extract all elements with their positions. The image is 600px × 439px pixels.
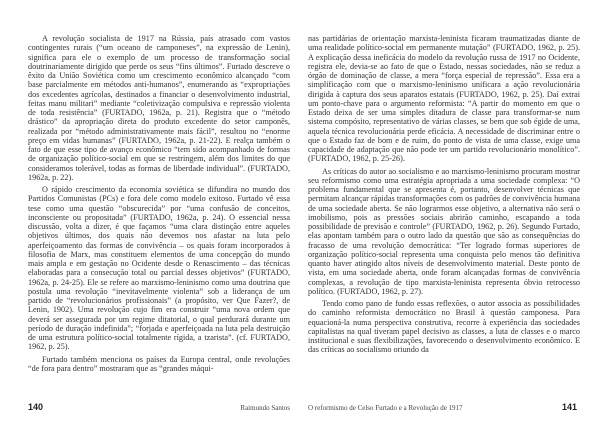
right-page-body <box>308 34 580 358</box>
running-footer-title: O reformismo de Celso Furtado e a Revolução de 1917 <box>308 404 463 412</box>
paragraph: Tendo como pano de fundo essas reflexões, o autor associa as possibilidades do caminho reformista democrático no Brasil à questão camponesa. Para equacioná-la numa perspectiva construtiva, recorre à experiência das sociedades capitalistas na qual tiveram papel decisivo as classes, a luta de classes e o marco institucional e suas flexibilizações, favorecendo o desenvolvimento econômico. E das críticas ao socialismo oriundo da <box>308 299 580 355</box>
paragraph: nas partidárias de orientação marxista-leninista ficaram traumatizadas diante de uma realidade político-social em permanente mutação” (FURTADO, 1962, p. 25). A explicação dessa ineficácia do modelo da revolução russa de 1917 no Ocidente, registra ele, devia-se ao fato de que o Estado, nessas sociedades, não se reduz a órgão de dominação de classe, a mera “força especial de repressão”. Essa era a simplificação com que o marxismo-leninismo unificara a ação revolucionária dirigida à captura dos seus aparatos estatais (FURTADO, 1962, p. 25). Daí extrai um ponto-chave para o argumento reformista: “A partir do momento em que o Estado deixa de ser uma simples ditadura de classe para transformar-se num sistema compósito, representativo de várias classes, se bem que sob égide de uma, aquela técnica revolucionária perde eficácia. A necessidade de discriminar entre o que o Estado faz de bom e de ruim, do ponto de vista de uma classe, exige uma capacidade de adaptação que não pode ter um partido revolucionário monolítico”. (FURTADO, 1962, p. 25-26). <box>308 34 580 164</box>
paragraph: O rápido crescimento da economia soviética se difundira no mundo dos Partidos Comunistas (PCs) e fora dele como modelo exitoso. Furtado vê essa tese como uma questão “obscurecida” por “uma confusão de conceitos, inconsciente ou propositada” (FURTADO, 1962a, p. 24). O essencial nessa discussão, volta a dizer, é que façamos “uma clara distinção entre aqueles objetivos últimos, dos quais não devemos nos afastar na luta pelo aperfeiçoamento das formas de convivência – os quais foram incorporados à filosofia de Marx, mas constituem elementos de uma concepção do mundo mais ampla e em gestação no Ocidente desde o Renascimento – das técnicas elaboradas para a consecução total ou parcial desses objetivos” (FURTADO, 1962a, p. 24-25). Ele se refere ao marxismo-leninismo como uma doutrina que postula uma revolução “inevitavelmente violenta” sob a liderança de um partido de “revolucionários profissionais” (a propósito, ver Que Fazer?, de Lenin, 1902). Uma revolução cujo fim era construir “uma nova ordem que deverá ser assegurada por um regime ditatorial, o qual perdurará durante um período de duração indefinida”; “forjada e aperfeiçoada na luta pela destruição de uma estrutura político-social totalmente rígida, a tzarista”. (cf. FURTADO, 1962, p. 25). <box>28 185 290 352</box>
paragraph: Furtado também menciona os países da Europa central, onde revoluções “de fora para dentro” mostraram que as “grandes máqui- <box>28 354 290 373</box>
left-page-body <box>28 34 290 376</box>
paragraph: As críticas do autor ao socialismo e ao marxismo-leninismo procuram mostrar seu reformismo como uma estratégia apropriada a uma sociedade complexa: “O problema fundamental que se apresenta é, portanto, desenvolver técnicas que permitam alcançar rápidas transformações com os padrões de convivência humana de uma sociedade aberta. Se não lograrmos esse objetivo, a alternativa não será o imobilismo, pois as pressões sociais abrirão caminho, escapando a toda possibilidade de previsão e controle” (FURTADO, 1962, p. 26). Segundo Furtado, elas apontam também para o outro lado da questão que são as consequências do fracasso de uma revolução democrática: “Ter logrado formas superiores de organização político-social representa uma conquista pelo menos tão definitiva quanto haver atingido altos níveis de desenvolvimento material. Deste ponto de vista, em uma sociedade aberta, onde foram alcançadas formas de convivência complexas, a revolução de tipo marxista-leninista representa óbvio retrocesso político. (FURTADO, 1962, p. 27). <box>308 166 580 296</box>
running-footer-author: Raimundo Santos <box>240 404 290 412</box>
page-number-left: 140 <box>28 402 44 412</box>
page-number-right: 141 <box>562 402 578 412</box>
paragraph: A revolução socialista de 1917 na Rússia, país atrasado com vastos contingentes rurais (“um oceano de camponeses”, na expressão de Lenin), significa para ele o exemplo de um processo de transformação social doutrinariamente dirigido que perde os seus “fins últimos”. Furtado descreve o êxito da União Soviética como um crescimento econômico alcançado “com base parcialmente em métodos anti-humanos”, enumerando as “expropriações dos excedentes agrícolas, destinados a financiar o desenvolvimento industrial, feitas manu militari” mediante “coletivização compulsiva e repressão violenta de toda resistência” (FURTADO, 1962a, p. 21). Registra que o “método drástico” da apropriação direta do produto excedente do setor camponês, realizada por “método administrativamente mais fácil”, resultou no “enorme preço em vidas humanas” (FURTADO, 1962a, p. 21-22). E realça também o fato de que esse tipo de avanço econômico “tem sido acompanhado de formas de organização político-social em que se restringem, além dos limites do que consideramos tolerável, todas as formas de liberdade individual”. (FURTADO, 1962a, p. 22). <box>28 34 290 182</box>
